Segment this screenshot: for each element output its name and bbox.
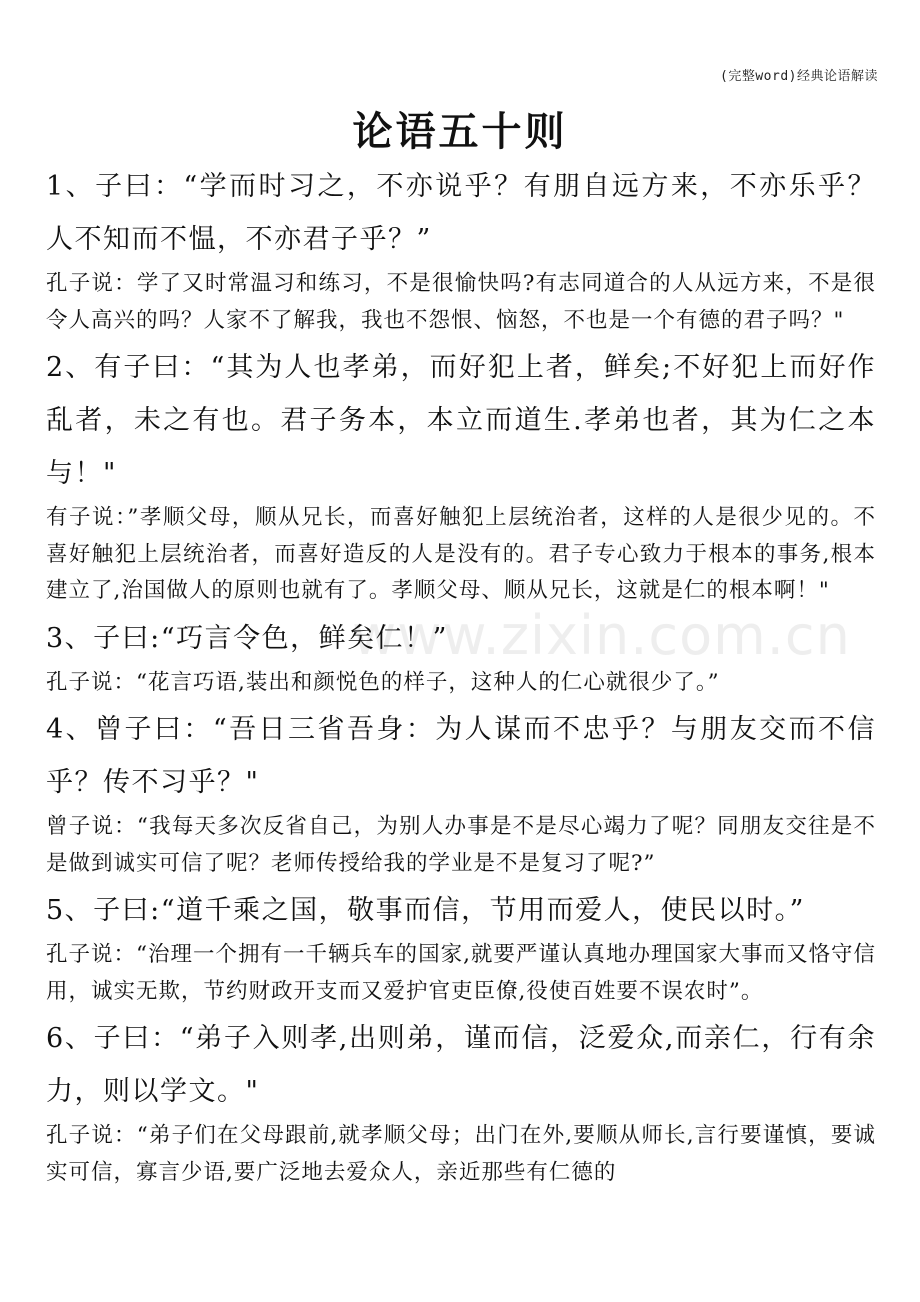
explanation-1: 孔子说：学了又时常温习和练习，不是很愉快吗?有志同道合的人从远方来，不是很令人高兴的吗？人家不了解我，我也不怨恨、恼怒，不也是一个有德的君子吗？": [46, 271, 876, 333]
document-title: 论语五十则: [352, 109, 568, 155]
explanation-5: 孔子说：“治理一个拥有一千辆兵车的国家,就要严谨认真地办理国家大事而又恪守信用，诚实无欺，节约财政开支而又爱护官吏臣僚,役使百姓要不误农时”。: [46, 942, 876, 1004]
saying-4: 4、曾子曰：“吾日三省吾身：为人谋而不忠乎？与朋友交而不信乎？传不习乎？": [46, 714, 876, 798]
saying-2: 2、有子曰：“其为人也孝弟，而好犯上者，鲜矣;不好犯上而好作乱者，未之有也。君子务本，本立而道生.孝弟也者，其为仁之本与！": [46, 352, 876, 489]
saying-6: 6、子曰：“弟子入则孝,出则弟，谨而信，泛爱众,而亲仁，行有余力，则以学文。": [46, 1023, 876, 1107]
watermark: www.zixin.com.cn: [352, 604, 851, 667]
saying-1: 1、子曰：“学而时习之，不亦说乎？有朋自远方来，不亦乐乎？人不知而不愠，不亦君子乎？”: [46, 171, 876, 255]
explanation-2: 有子说：”孝顺父母，顺从兄长，而喜好触犯上层统治者，这样的人是很少见的。不喜好触犯上层统治者，而喜好造反的人是没有的。君子专心致力于根本的事务,根本建立了,治国做人的原则也就有了。孝顺父母、顺从兄长，这就是仁的根本啊！": [46, 505, 876, 603]
explanation-6: 孔子说：“弟子们在父母跟前,就孝顺父母；出门在外,要顺从师长,言行要谨慎，要诚实可信，寡言少语,要广泛地去爱众人，亲近那些有仁德的: [46, 1123, 876, 1185]
saying-3: 3、子曰:“巧言令色，鲜矣仁！”: [46, 622, 448, 654]
document-body: [46, 160, 876, 1193]
header-note: (完整word)经典论语解读: [720, 69, 878, 84]
explanation-4: 曾子说：“我每天多次反省自己，为别人办事是不是尽心竭力了呢？同朋友交往是不是做到诚实可信了呢？老师传授给我的学业是不是复习了呢?”: [46, 814, 876, 876]
saying-5: 5、子曰:“道千乘之国，敬事而信，节用而爱人，使民以时。”: [46, 895, 805, 926]
explanation-3: 孔子说：“花言巧语,装出和颜悦色的样子，这种人的仁心就很少了。”: [46, 669, 720, 695]
